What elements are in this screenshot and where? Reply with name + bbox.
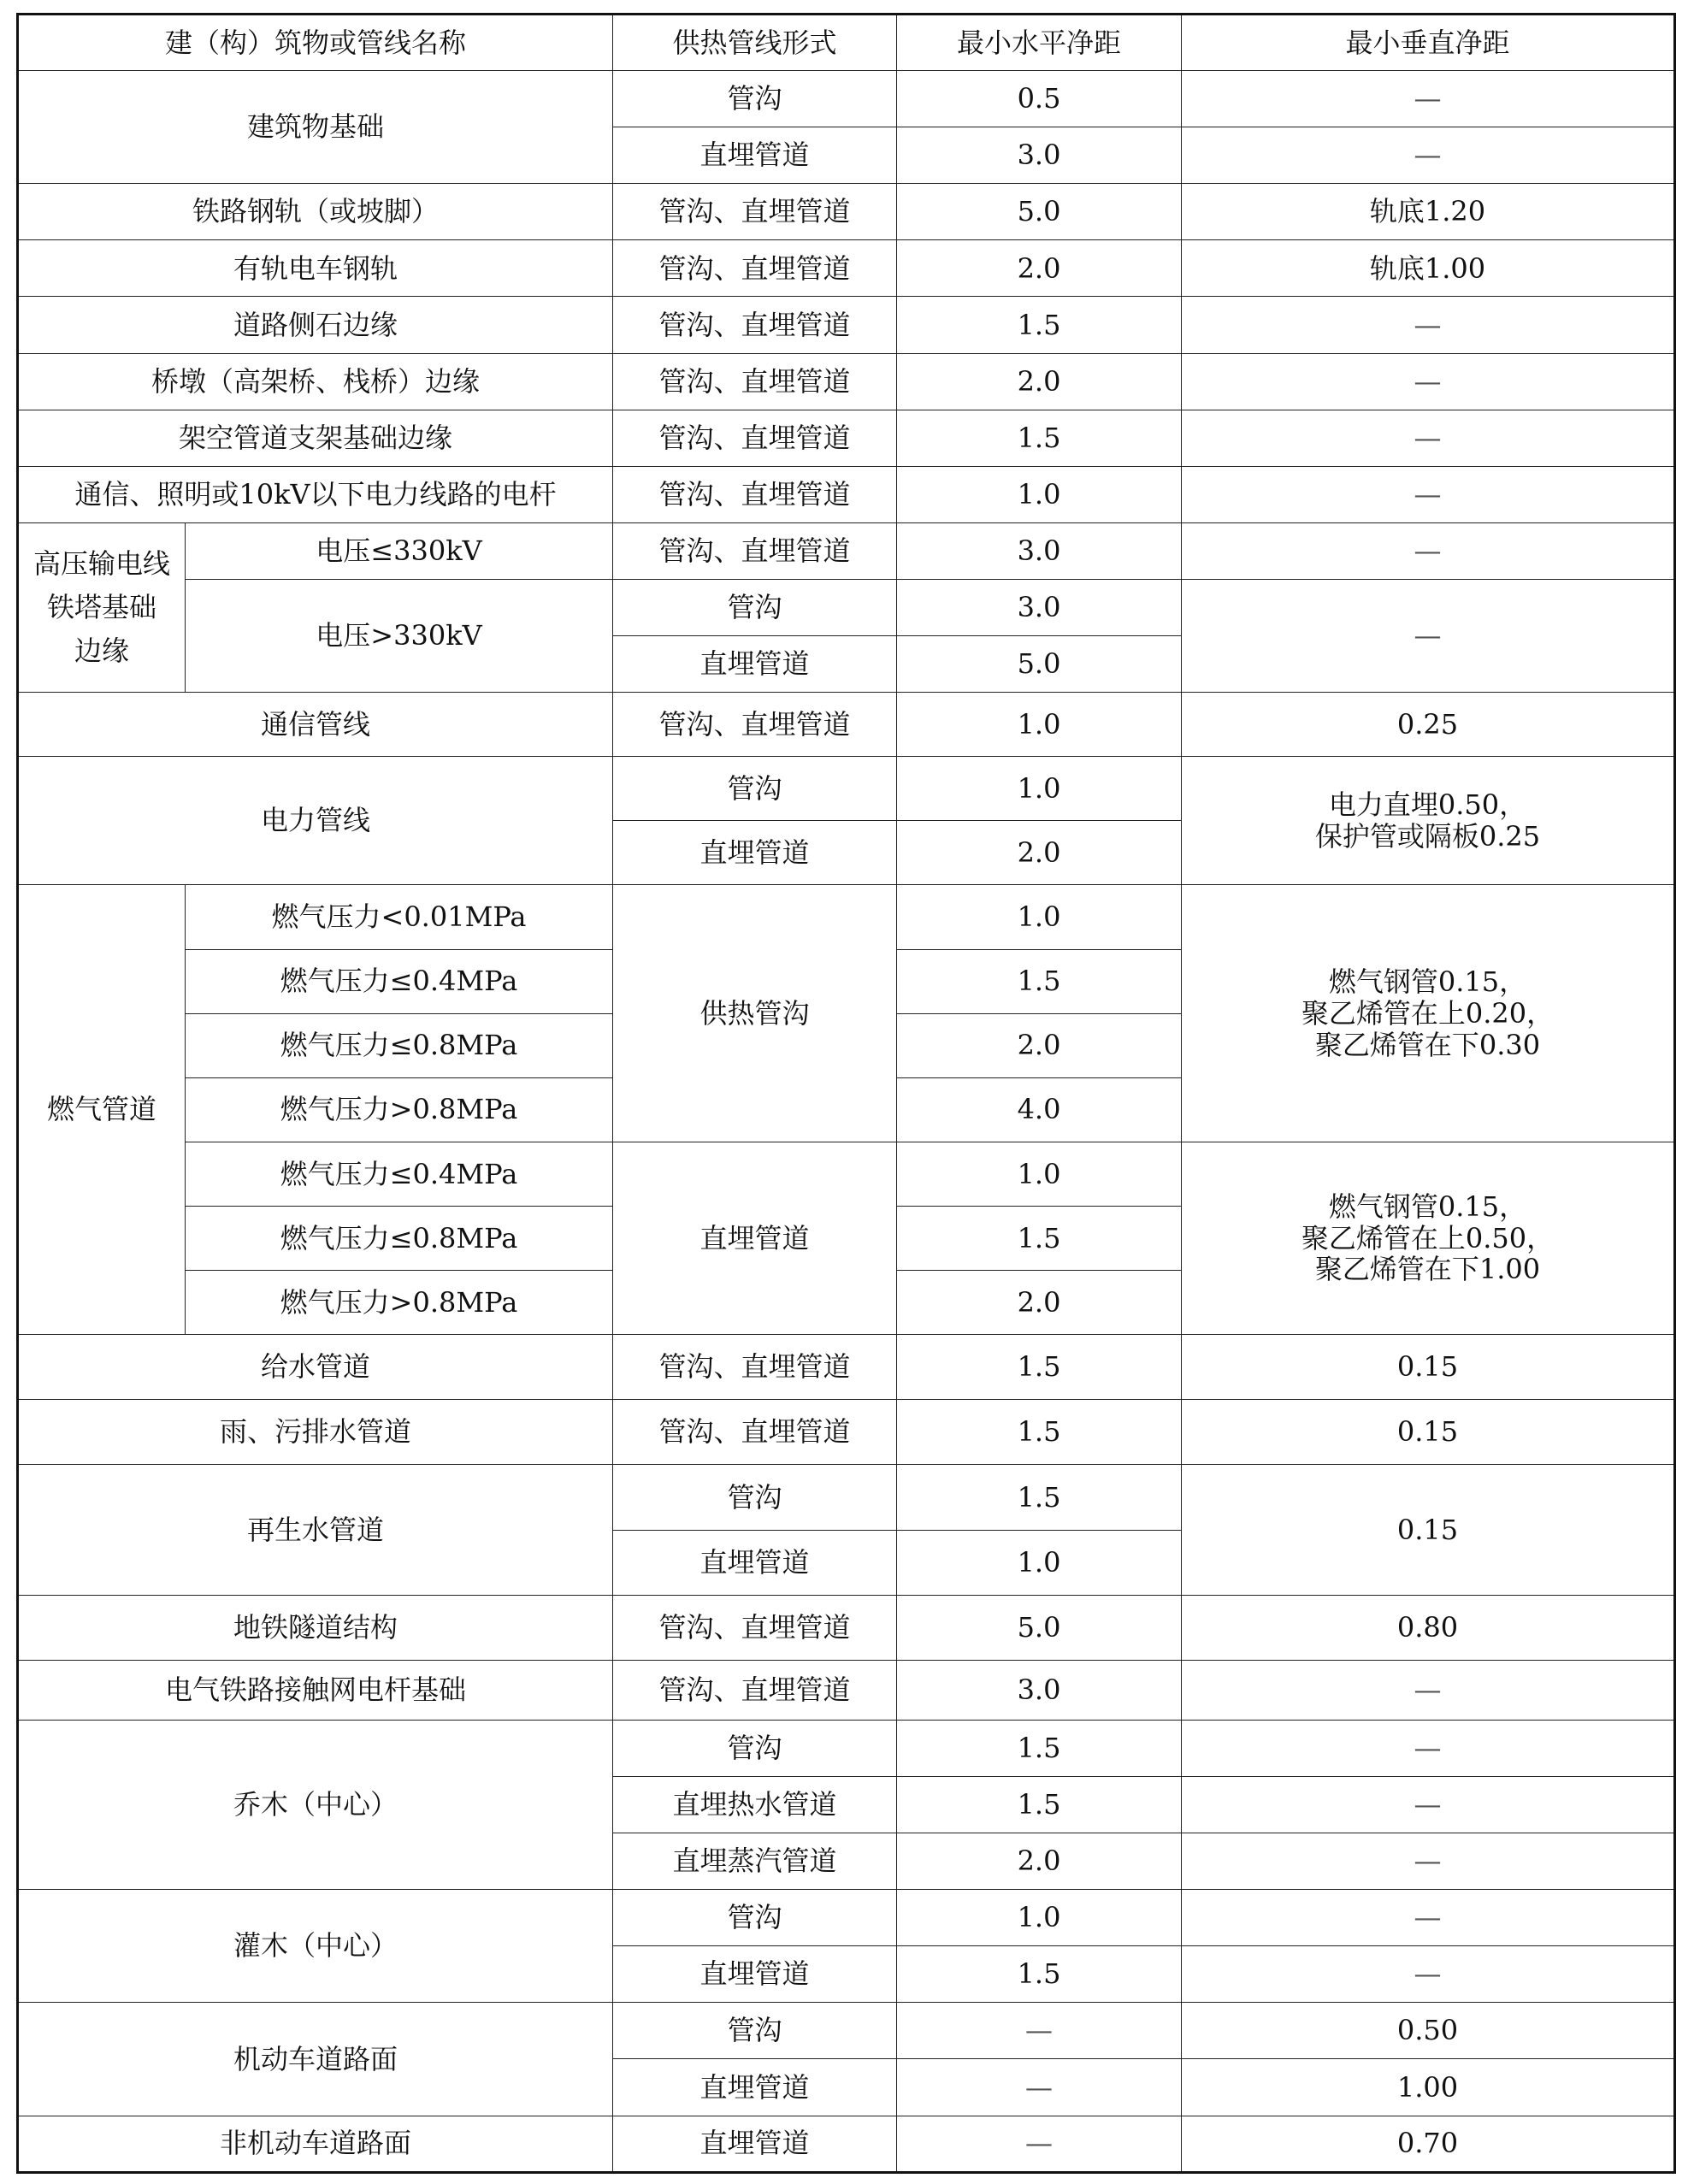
row-horizontal: 3.0 [897,127,1182,184]
row-vertical: — [1182,1946,1675,2003]
table-row [18,757,1675,821]
row-horizontal: 1.5 [897,1465,1182,1530]
row-horizontal: 4.0 [897,1077,1182,1142]
row-name: 电力管线 [18,757,613,885]
row-vertical: 0.70 [1182,2116,1675,2172]
header-horizontal: 最小水平净距 [897,15,1182,71]
row-form: 供热管沟 [613,885,897,1142]
row-vertical: 0.50 [1182,2003,1675,2059]
row-name: 灌木（中心） [18,1890,613,2003]
row-form: 直埋管道 [613,821,897,885]
row-form: 直埋管道 [613,1142,897,1334]
row-horizontal: 2.0 [897,821,1182,885]
row-vertical: 0.80 [1182,1595,1675,1660]
row-horizontal: — [897,2059,1182,2116]
row-form: 管沟、直埋管道 [613,353,897,410]
table-row [18,579,1675,635]
table-row [18,1335,1675,1400]
table-row [18,1400,1675,1465]
row-vertical: — [1182,1660,1675,1720]
table-row [18,2116,1675,2172]
row-subname: 燃气压力>0.8MPa [186,1271,613,1335]
row-form: 直埋管道 [613,636,897,693]
row-horizontal: 1.0 [897,1142,1182,1206]
row-vertical: — [1182,579,1675,692]
row-horizontal: 2.0 [897,1271,1182,1335]
row-form: 管沟、直埋管道 [613,297,897,353]
row-vertical: 0.25 [1182,693,1675,757]
row-vertical: 燃气钢管0.15， 聚乙烯管在上0.20， 聚乙烯管在下0.30 [1182,885,1675,1142]
row-vertical: 电力直埋0.50， 保护管或隔板0.25 [1182,757,1675,885]
table-row [18,1595,1675,1660]
row-horizontal: 1.5 [897,1720,1182,1776]
row-vertical: — [1182,1776,1675,1833]
table-row [18,1720,1675,1776]
row-horizontal: 2.0 [897,353,1182,410]
row-horizontal: 1.0 [897,693,1182,757]
row-horizontal: 1.0 [897,885,1182,949]
row-subname: 电压≤330kV [186,522,613,579]
row-horizontal: 1.0 [897,1890,1182,1946]
row-horizontal: 1.5 [897,1335,1182,1400]
row-horizontal: 3.0 [897,1660,1182,1720]
row-name: 桥墩（高架桥、栈桥）边缘 [18,353,613,410]
row-vertical: 燃气钢管0.15， 聚乙烯管在上0.50， 聚乙烯管在下1.00 [1182,1142,1675,1334]
row-form: 管沟 [613,579,897,635]
table-row [18,2003,1675,2059]
row-horizontal: 1.5 [897,297,1182,353]
header-row [18,15,1675,71]
row-vertical: — [1182,71,1675,127]
row-vertical: — [1182,353,1675,410]
row-name: 地铁隧道结构 [18,1595,613,1660]
row-name: 建筑物基础 [18,71,613,184]
row-name: 乔木（中心） [18,1720,613,1889]
clearance-table [16,13,1676,2174]
row-subname: 电压>330kV [186,579,613,692]
row-form: 管沟 [613,71,897,127]
row-vertical: — [1182,127,1675,184]
row-name: 给水管道 [18,1335,613,1400]
row-horizontal: 1.5 [897,949,1182,1013]
row-form: 管沟、直埋管道 [613,466,897,522]
row-vertical: — [1182,1890,1675,1946]
table-row [18,240,1675,297]
table-row [18,522,1675,579]
row-subname: 燃气压力≤0.8MPa [186,1013,613,1077]
row-horizontal: — [897,2116,1182,2172]
row-subname: 燃气压力≤0.4MPa [186,949,613,1013]
row-horizontal: 1.0 [897,757,1182,821]
row-form: 直埋管道 [613,1946,897,2003]
row-horizontal: 5.0 [897,184,1182,240]
row-subname: 燃气压力<0.01MPa [186,885,613,949]
row-subname: 燃气压力>0.8MPa [186,1077,613,1142]
row-vertical: — [1182,410,1675,466]
row-horizontal: 1.5 [897,1400,1182,1465]
table-row [18,71,1675,127]
row-form: 管沟、直埋管道 [613,1660,897,1720]
table-row [18,1465,1675,1530]
row-vertical: 1.00 [1182,2059,1675,2116]
row-form: 管沟 [613,1465,897,1530]
row-form: 管沟、直埋管道 [613,1335,897,1400]
row-horizontal: 1.0 [897,466,1182,522]
row-form: 管沟 [613,757,897,821]
row-form: 管沟 [613,2003,897,2059]
table-row [18,353,1675,410]
row-vertical: 轨底1.00 [1182,240,1675,297]
row-subname: 燃气压力≤0.8MPa [186,1207,613,1271]
row-name: 道路侧石边缘 [18,297,613,353]
row-subname: 燃气压力≤0.4MPa [186,1142,613,1206]
row-horizontal: 1.5 [897,1946,1182,2003]
row-name: 机动车道路面 [18,2003,613,2116]
row-horizontal: 0.5 [897,71,1182,127]
row-form: 管沟、直埋管道 [613,184,897,240]
row-name: 电气铁路接触网电杆基础 [18,1660,613,1720]
row-vertical: — [1182,466,1675,522]
row-horizontal: 1.5 [897,1207,1182,1271]
row-horizontal: 3.0 [897,522,1182,579]
row-horizontal: 2.0 [897,240,1182,297]
row-name: 有轨电车钢轨 [18,240,613,297]
table-row [18,466,1675,522]
row-vertical: — [1182,522,1675,579]
row-group: 高压输电线 铁塔基础 边缘 [18,522,186,692]
row-horizontal: 2.0 [897,1013,1182,1077]
row-form: 管沟、直埋管道 [613,240,897,297]
row-name: 非机动车道路面 [18,2116,613,2172]
row-form: 管沟 [613,1720,897,1776]
row-form: 管沟、直埋管道 [613,410,897,466]
row-vertical: 轨底1.20 [1182,184,1675,240]
table-row [18,1142,1675,1206]
row-vertical: — [1182,1720,1675,1776]
row-vertical: 0.15 [1182,1335,1675,1400]
row-group: 燃气管道 [18,885,186,1335]
row-name: 架空管道支架基础边缘 [18,410,613,466]
row-name: 铁路钢轨（或坡脚） [18,184,613,240]
row-name: 再生水管道 [18,1465,613,1595]
row-form: 管沟、直埋管道 [613,1400,897,1465]
row-horizontal: — [897,2003,1182,2059]
row-form: 管沟、直埋管道 [613,522,897,579]
row-vertical: — [1182,1833,1675,1890]
row-horizontal: 5.0 [897,1595,1182,1660]
row-form: 管沟、直埋管道 [613,1595,897,1660]
table-row [18,885,1675,949]
row-vertical: 0.15 [1182,1400,1675,1465]
row-name: 通信管线 [18,693,613,757]
row-form: 直埋管道 [613,127,897,184]
row-horizontal: 2.0 [897,1833,1182,1890]
table-row [18,297,1675,353]
header-form: 供热管线形式 [613,15,897,71]
row-vertical: — [1182,297,1675,353]
row-name: 通信、照明或10kV以下电力线路的电杆 [18,466,613,522]
row-form: 直埋管道 [613,2116,897,2172]
row-horizontal: 5.0 [897,636,1182,693]
header-name: 建（构）筑物或管线名称 [18,15,613,71]
table-row [18,184,1675,240]
row-horizontal: 1.0 [897,1530,1182,1595]
row-form: 直埋管道 [613,1530,897,1595]
table-row [18,693,1675,757]
row-form: 直埋热水管道 [613,1776,897,1833]
row-form: 直埋管道 [613,2059,897,2116]
row-horizontal: 3.0 [897,579,1182,635]
row-form: 直埋蒸汽管道 [613,1833,897,1890]
row-form: 管沟 [613,1890,897,1946]
row-vertical: 0.15 [1182,1465,1675,1595]
header-vertical: 最小垂直净距 [1182,15,1675,71]
row-form: 管沟、直埋管道 [613,693,897,757]
row-horizontal: 1.5 [897,1776,1182,1833]
table-row [18,410,1675,466]
row-name: 雨、污排水管道 [18,1400,613,1465]
table-row [18,1660,1675,1720]
table-row [18,1890,1675,1946]
row-horizontal: 1.5 [897,410,1182,466]
